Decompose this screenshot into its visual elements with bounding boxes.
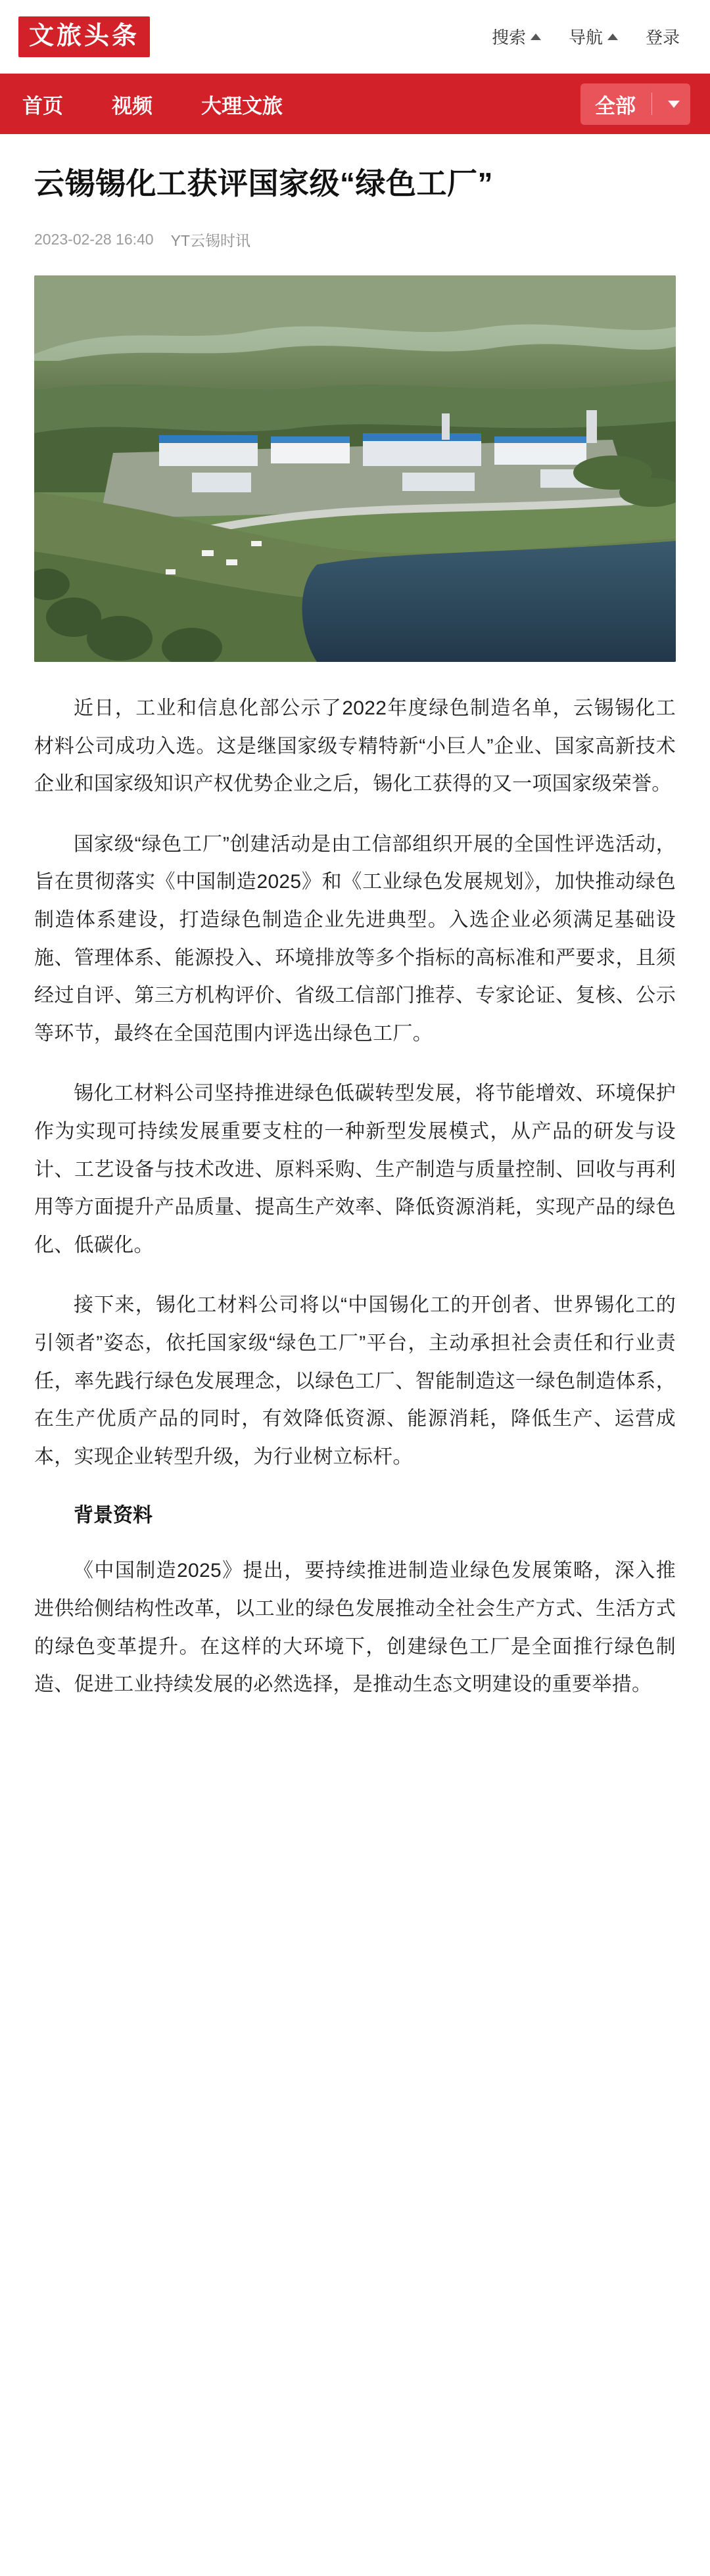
article-paragraph: 国家级“绿色工厂”创建活动是由工信部组织开展的全国性评选活动，旨在贯彻落实《中国制造2025》和《工业绿色发展规划》，加快推动绿色制造体系建设，打造绿色制造企业先进典型。入选企业必须满足基础设施、管理体系、能源投入、环境排放等多个指标的高标准和严要求，且须经过自评、第三方机构评价、省级工信部门推荐、专家论证、复核、公示等环节，最终在全国范围内评选出绿色工厂。 — [34, 833, 676, 1044]
article-source: YT云锡时讯 — [170, 232, 250, 250]
nav-item-dali-culture-tourism[interactable]: 大理文旅 — [201, 94, 283, 118]
category-nav — [0, 74, 710, 134]
topnav-login-label: 登录 — [645, 28, 680, 47]
topnav-item-search[interactable] — [492, 24, 541, 49]
article-paragraph: 接下来，锡化工材料公司将以“中国锡化工的开创者、世界锡化工的引领者”姿态，依托国家级“绿色工厂”平台，主动承担社会责任和行业责任，率先践行绿色发展理念，以绿色工厂、智能制造这一绿色制造体系，在生产优质产品的同时，有效降低资源、能源消耗，降低生产、运营成本，实现企业转型升级，为行业树立标杆。 — [34, 1294, 676, 1468]
article-paragraph: 锡化工材料公司坚持推进绿色低碳转型发展，将节能增效、环境保护作为实现可持续发展重要支柱的一种新型发展模式，从产品的研发与设计、工艺设备与技术改进、原料采购、生产制造与质量控制、回收与再利用等方面提升产品质量、提高生产效率、降低资源消耗，实现产品的绿色化、低碳化。 — [34, 1083, 676, 1256]
topnav-search-label: 搜索 — [491, 28, 526, 47]
nav-item-home[interactable]: 首页 — [22, 94, 63, 118]
top-bar — [0, 0, 710, 74]
page-title: 云锡锡化工获评国家级“绿色工厂” — [34, 166, 493, 200]
topnav-item-nav[interactable] — [569, 24, 618, 49]
article-paragraph: 《中国制造2025》提出，要持续推进制造业绿色发展策略，深入推进供给侧结构性改革，以工业的绿色发展推动全社会生产方式、生活方式的绿色变革提升。在这样的大环境下，创建绿色工厂是全面推行绿色制造、促进工业持续发展的必然选择，是推动生态文明建设的重要举措。 — [34, 1560, 676, 1696]
caret-up-icon — [531, 34, 541, 40]
section-subheading: 背景资料 — [74, 1505, 153, 1527]
article-paragraph: 近日，工业和信息化部公示了2022年度绿色制造名单，云锡锡化工材料公司成功入选。这是继国家级专精特新“小巨人”企业、国家高新技术企业和国家级知识产权优势企业之后，锡化工获得的又一项国家级荣誉。 — [34, 697, 676, 795]
nav-item-video[interactable]: 视频 — [112, 94, 153, 118]
topnav-item-login[interactable] — [646, 24, 680, 49]
nav-all-label: 全部 — [595, 94, 636, 118]
site-logo[interactable]: 文旅头条 — [18, 16, 150, 57]
chevron-down-icon — [668, 101, 680, 108]
hero-image — [34, 275, 676, 662]
divider — [651, 93, 652, 115]
topnav-nav-label: 导航 — [568, 28, 603, 47]
nav-item-all[interactable] — [580, 83, 690, 125]
hero-illustration — [34, 275, 676, 662]
article — [0, 134, 710, 1766]
article-meta — [34, 229, 676, 250]
publish-date: 2023-02-28 16:40 — [34, 231, 154, 248]
caret-up-icon — [607, 34, 618, 40]
top-nav — [492, 24, 686, 49]
